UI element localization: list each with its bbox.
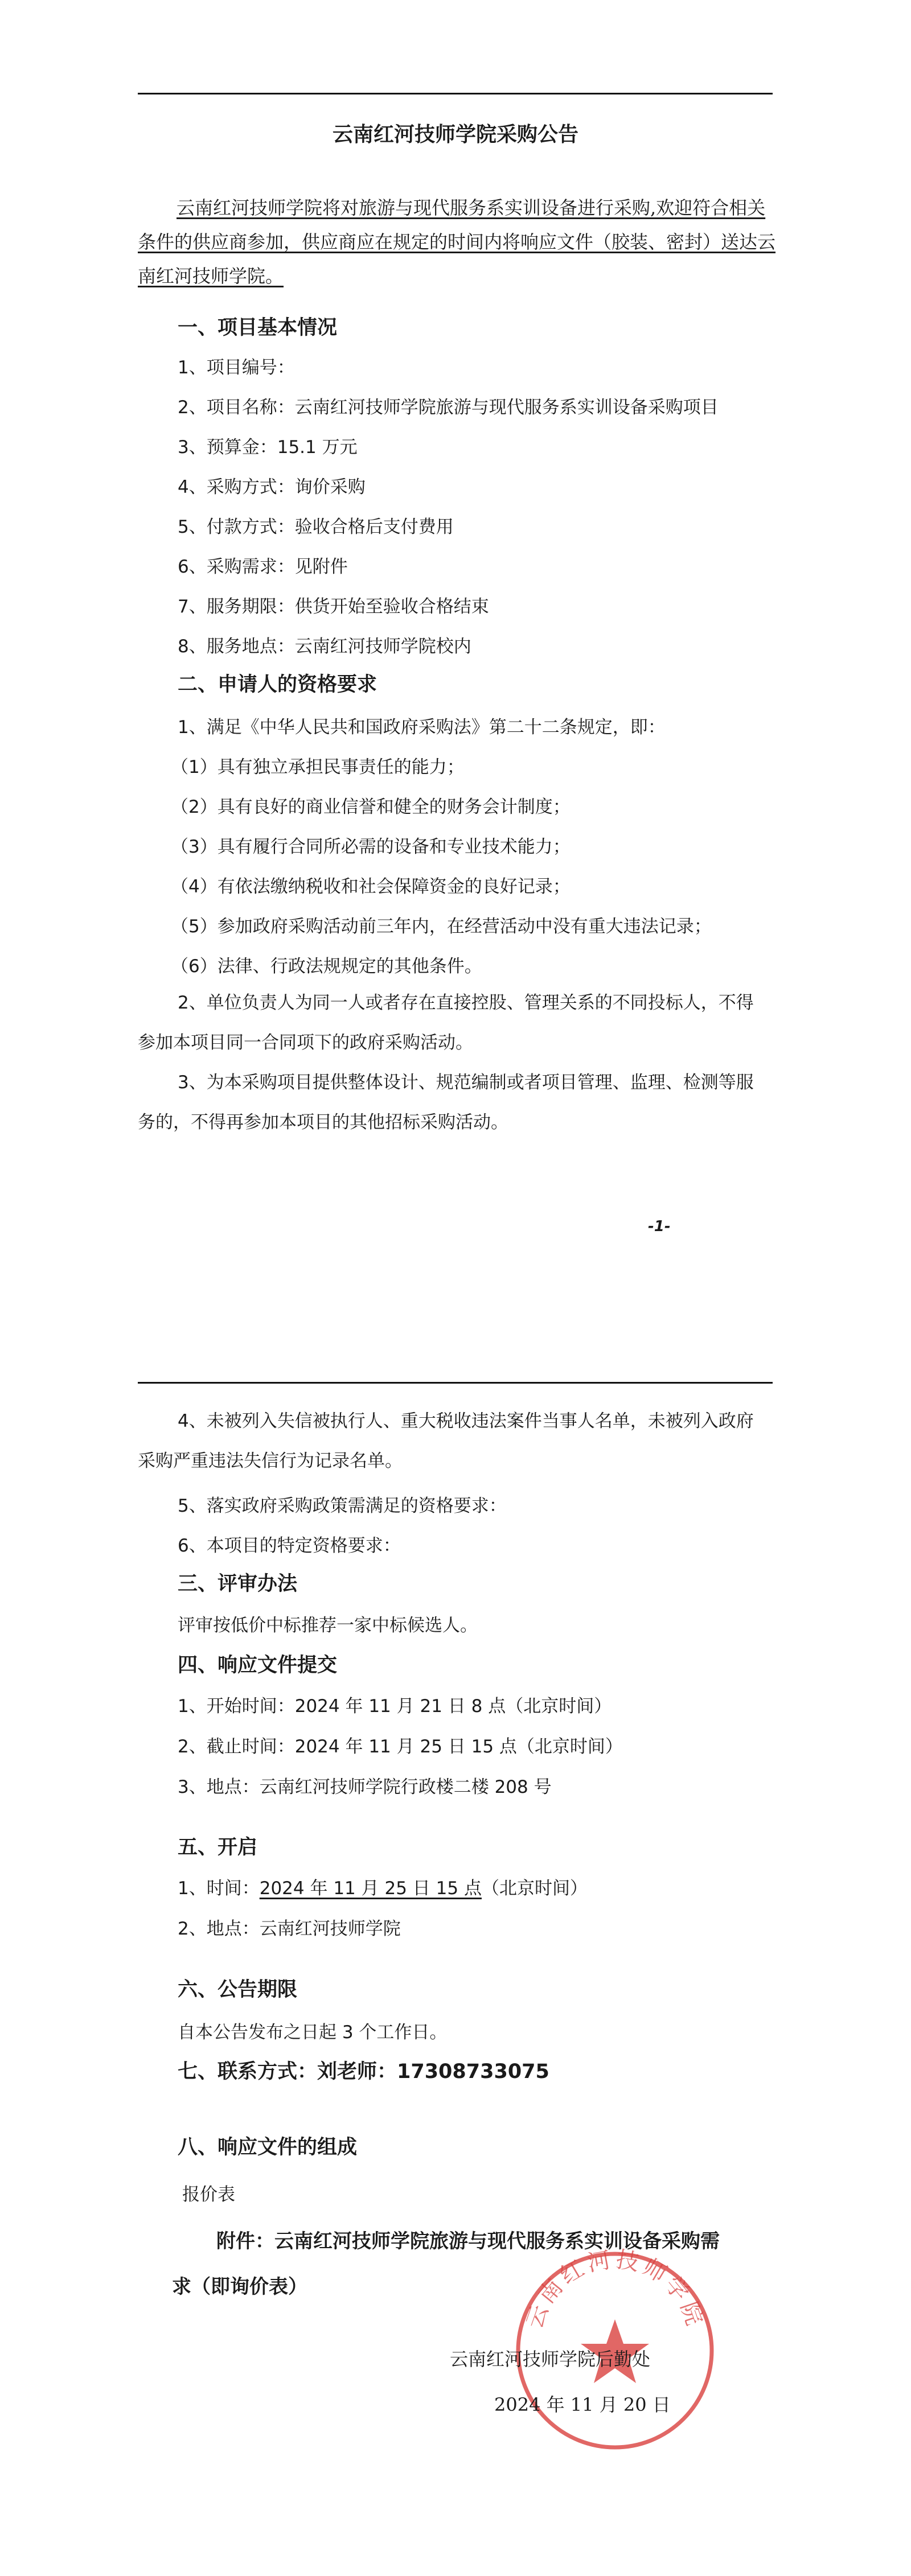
section3-heading: 三、评审办法 [178,1573,298,1595]
section1-heading: 一、项目基本情况 [178,316,338,339]
opening-time-value: 2024 年 11 月 25 日 15 点 [259,1878,482,1899]
notice-period: 自本公告发布之日起 3 个工作日。 [178,2022,448,2043]
opening-time-prefix: 1、时间： [178,1878,260,1899]
attachment-line-2: 求（即询价表） [172,2275,307,2298]
qualification-sub-3: （3）具有履行合同所必需的设备和专业技术能力； [171,837,571,857]
qualification-item-4 [138,1401,775,1481]
service-period: 7、服务期限：供货开始至验收合格结束 [178,596,489,617]
page-number: -1- [648,1218,671,1235]
intro-line-1: 云南红河技师学院将对旅游与现代服务系实训设备进行采购,欢迎符合相关 [177,197,766,219]
intro-paragraph [138,191,776,293]
evaluation-method: 评审按低价中标推荐一家中标候选人。 [178,1615,478,1636]
qualification-item-3-line-1: 3、为本采购项目提供整体设计、规范编制或者项目管理、监理、检测等服 [178,1072,754,1093]
seal-text: 云南红河技师学院 [521,2248,709,2332]
project-code: 1、项目编号： [178,357,295,378]
section5-heading: 五、开启 [178,1836,258,1859]
qualification-item-2-line-2: 参加本项目同一合同项下的政府采购活动。 [138,1032,473,1053]
attachment-line-1: 附件：云南红河技师学院旅游与现代服务系实训设备采购需 [216,2230,720,2253]
section4-heading: 四、响应文件提交 [178,1654,338,1677]
page-title: 云南红河技师学院采购公告 [332,123,578,146]
qualification-item-5: 5、落实政府采购政策需满足的资格要求： [178,1496,507,1516]
qualification-item-2-line-1: 2、单位负责人为同一人或者存在直接控股、管理关系的不同投标人，不得 [178,993,754,1013]
qualification-item-1: 1、满足《中华人民共和国政府采购法》第二十二条规定，即： [178,717,666,738]
qualification-sub-1: （1）具有独立承担民事责任的能力； [171,757,465,777]
purchase-requirement: 6、采购需求：见附件 [178,557,348,577]
qualification-item-3-line-2: 务的，不得再参加本项目的其他招标采购活动。 [138,1112,508,1133]
opening-location: 2、地点：云南红河技师学院 [178,1919,401,1939]
qualification-item-3 [138,1063,775,1142]
intro-line-2: 条件的供应商参加，供应商应在规定的时间内将响应文件（胶装、密封）送达云 [138,231,776,253]
qualification-sub-4: （4）有依法缴纳税收和社会保障资金的良好记录； [171,877,571,897]
svg-text:云南红河技师学院 [522,2248,709,2332]
intro-line-3: 南红河技师学院。 [138,265,284,287]
qualification-item-4-line-1: 4、未被列入失信被执行人、重大税收违法案件当事人名单，未被列入政府 [178,1411,754,1431]
qualification-item-2 [138,983,775,1063]
section7-heading: 七、联系方式：刘老师：17308733075 [178,2060,549,2083]
qualification-sub-5: （5）参加政府采购活动前三年内，在经营活动中没有重大违法记录； [171,916,712,937]
section2-heading: 二、申请人的资格要求 [178,673,377,696]
signature-date: 2024 年 11 月 20 日 [494,2394,671,2415]
page1-top-rule [138,93,773,94]
qualification-sub-6: （6）法律、行政法规规定的其他条件。 [171,956,482,977]
section8-heading: 八、响应文件的组成 [178,2136,358,2159]
payment-method: 5、付款方式：验收合格后支付费用 [178,517,454,537]
qualification-sub-2: （2）具有良好的商业信誉和健全的财务会计制度； [171,797,571,817]
qualification-item-6: 6、本项目的特定资格要求： [178,1536,401,1556]
signature-department: 云南红河技师学院后勤处 [450,2348,651,2370]
section6-heading: 六、公告期限 [178,1978,298,2001]
submission-location: 3、地点：云南红河技师学院行政楼二楼 208 号 [178,1777,552,1797]
purchase-method: 4、采购方式：询价采购 [178,477,366,497]
submission-start: 1、开始时间：2024 年 11 月 21 日 8 点（北京时间） [178,1696,612,1717]
submission-deadline: 2、截止时间：2024 年 11 月 25 日 15 点（北京时间） [178,1736,623,1757]
quote-sheet-label: 报价表 [182,2184,235,2205]
budget: 3、预算金：15.1 万元 [178,437,358,458]
project-name: 2、项目名称：云南红河技师学院旅游与现代服务系实训设备采购项目 [178,397,719,418]
page2-top-rule [138,1382,773,1384]
qualification-item-4-line-2: 采购严重违法失信行为记录名单。 [138,1451,403,1471]
service-location: 8、服务地点：云南红河技师学院校内 [178,636,471,657]
opening-time [178,1874,588,1899]
opening-time-suffix: （北京时间） [481,1878,588,1899]
